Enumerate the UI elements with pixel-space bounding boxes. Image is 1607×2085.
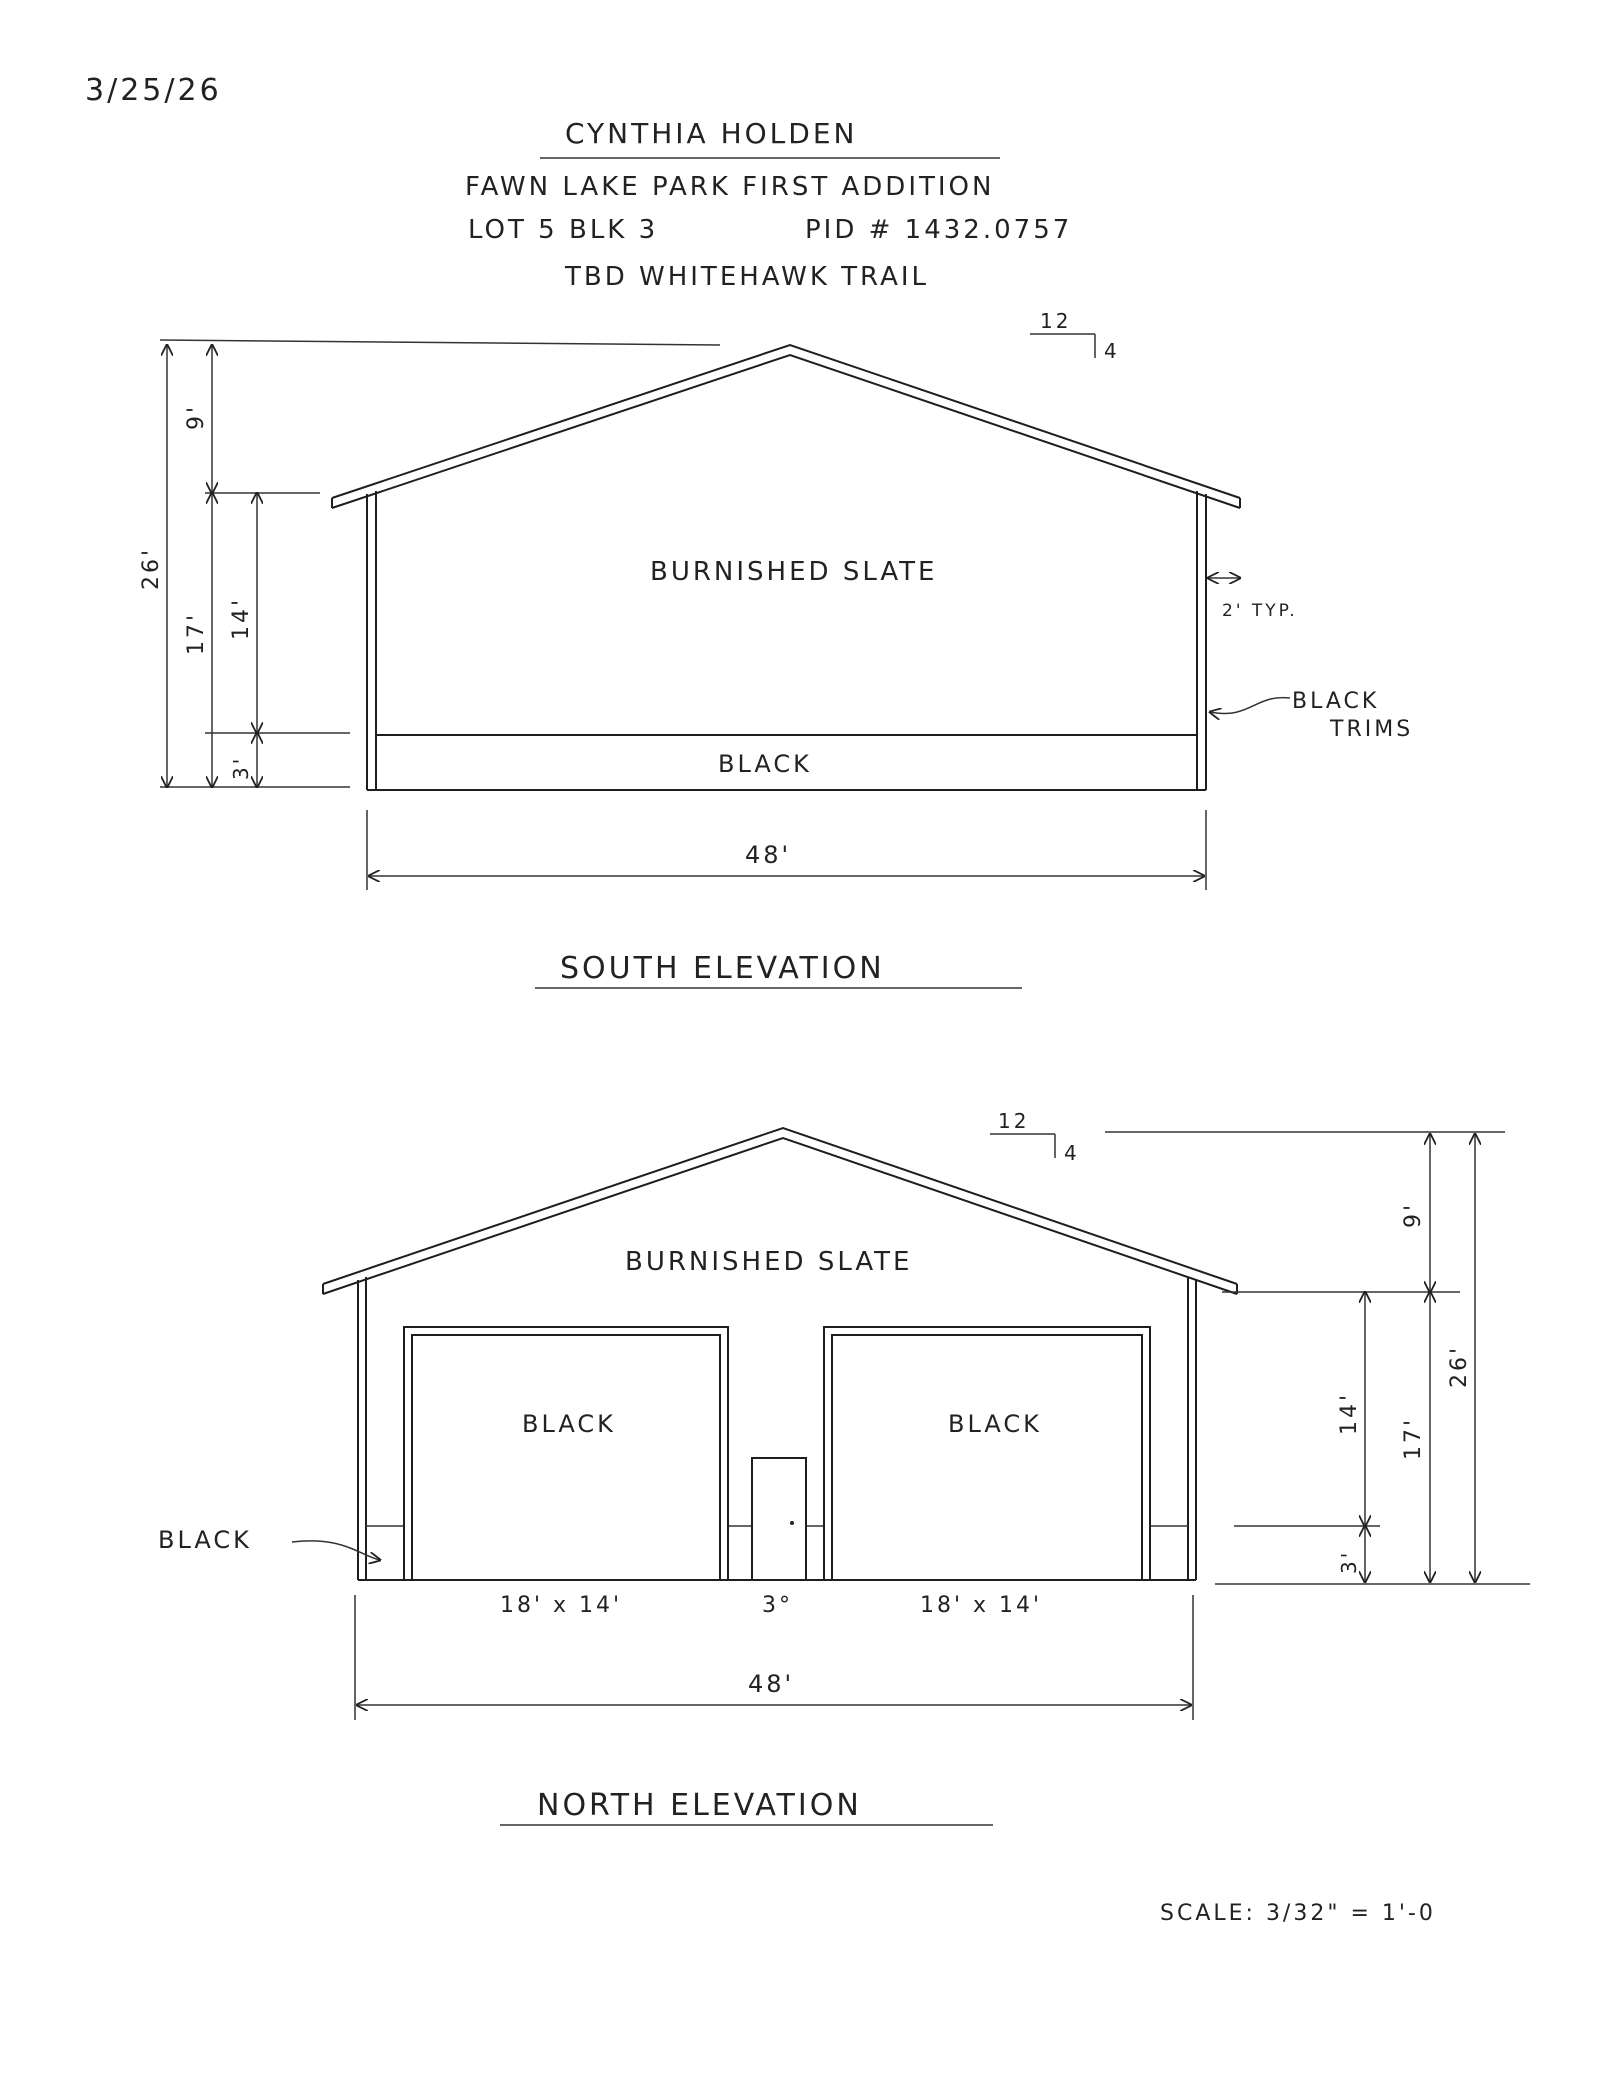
north-door-right-label: BLACK bbox=[948, 1410, 1042, 1438]
north-wainscot-label: BLACK bbox=[158, 1526, 252, 1554]
south-dim-wainscot: 3' bbox=[229, 755, 253, 780]
north-door-left-size: 18' x 14' bbox=[500, 1593, 623, 1618]
north-door-left-label: BLACK bbox=[522, 1410, 616, 1438]
north-dim-width: 48' bbox=[748, 1670, 795, 1698]
subdivision: FAWN LAKE PARK FIRST ADDITION bbox=[465, 172, 995, 202]
north-door-right-size: 18' x 14' bbox=[920, 1593, 1043, 1618]
north-wall-label: BURNISHED SLATE bbox=[625, 1247, 913, 1277]
north-dim-wainscot: 3' bbox=[1337, 1549, 1361, 1574]
north-dim-upper: 14' bbox=[1337, 1391, 1362, 1435]
south-dim-width: 48' bbox=[745, 841, 792, 869]
south-pitch-run: 4 bbox=[1104, 339, 1120, 363]
south-elevation-title: SOUTH ELEVATION bbox=[560, 951, 885, 986]
north-walk-door-size: 3° bbox=[762, 1593, 793, 1618]
drawing-date: 3/25/26 bbox=[85, 73, 222, 108]
north-overhead-door-left bbox=[412, 1335, 720, 1580]
lot-block: LOT 5 BLK 3 bbox=[468, 215, 659, 245]
north-dim-roof: 9' bbox=[1401, 1201, 1426, 1228]
south-dim-upper: 14' bbox=[229, 596, 254, 640]
south-dim-roof: 9' bbox=[184, 403, 209, 430]
north-walk-door bbox=[752, 1458, 806, 1580]
north-elevation-title: NORTH ELEVATION bbox=[537, 1788, 862, 1823]
north-elevation bbox=[158, 1109, 1530, 1825]
north-overhead-door-left-frame bbox=[404, 1327, 728, 1580]
north-dim-total: 26' bbox=[1447, 1344, 1472, 1388]
south-ext-top bbox=[160, 340, 720, 345]
south-roof bbox=[332, 345, 1240, 498]
south-roof-fascia bbox=[332, 355, 1240, 508]
south-wainscot-label: BLACK bbox=[718, 750, 812, 778]
south-pitch-rise: 12 bbox=[1040, 309, 1072, 333]
owner-name: CYNTHIA HOLDEN bbox=[565, 117, 858, 150]
south-dim-total: 26' bbox=[139, 546, 164, 590]
south-overhang-label: 2' TYP. bbox=[1222, 601, 1298, 621]
north-pitch-run: 4 bbox=[1064, 1141, 1080, 1165]
south-wall-label: BURNISHED SLATE bbox=[650, 557, 938, 587]
south-elevation bbox=[139, 309, 1413, 988]
north-overhead-door-right-frame bbox=[824, 1327, 1150, 1580]
south-trim-label-2: TRIMS bbox=[1330, 717, 1414, 742]
north-dim-sidewall: 17' bbox=[1401, 1416, 1426, 1460]
north-walk-door-knob bbox=[790, 1521, 794, 1525]
title-block bbox=[465, 117, 1072, 292]
pid-number: PID # 1432.0757 bbox=[805, 215, 1073, 245]
south-dim-sidewall: 17' bbox=[184, 611, 209, 655]
drawing-scale: SCALE: 3/32" = 1'-0 bbox=[1160, 1901, 1436, 1926]
north-overhead-door-right bbox=[832, 1335, 1142, 1580]
site-address: TBD WHITEHAWK TRAIL bbox=[565, 262, 930, 292]
south-trim-label-1: BLACK bbox=[1292, 689, 1380, 714]
north-pitch-rise: 12 bbox=[998, 1109, 1030, 1133]
south-trim-leader bbox=[1210, 698, 1290, 714]
